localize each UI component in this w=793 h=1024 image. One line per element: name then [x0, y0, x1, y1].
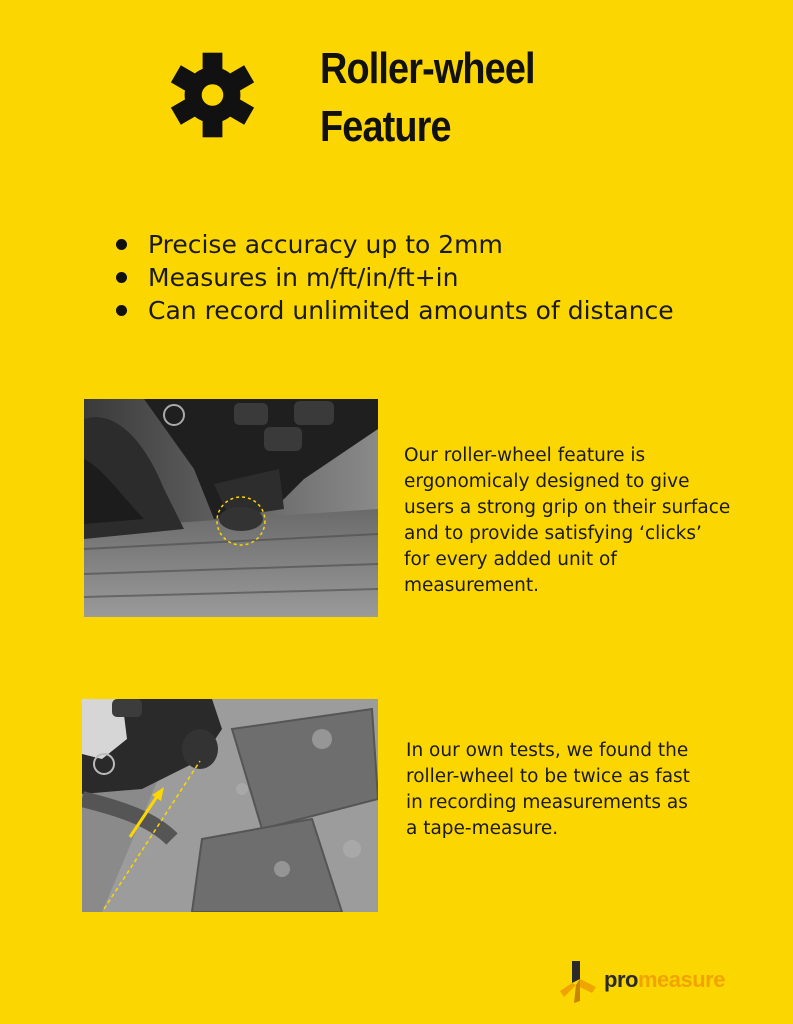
feature-list	[110, 228, 674, 327]
description-line: users a strong grip on their surface	[404, 497, 731, 518]
feature-item: Precise accuracy up to 2mm	[110, 228, 674, 261]
gear-icon	[165, 50, 260, 140]
title-line-2: Feature	[320, 102, 451, 151]
roller-wheel-description	[404, 443, 764, 599]
description-line: In our own tests, we found the	[406, 740, 689, 761]
description-line: and to provide satisfying ‘clicks’	[404, 523, 702, 544]
description-line: ergonomicaly designed to give	[404, 471, 690, 492]
page-title	[320, 40, 535, 156]
description-line: measurement.	[404, 575, 539, 596]
device-roller-wheel-on-wood-photo	[84, 399, 378, 617]
promeasure-logo-mark-icon	[558, 961, 598, 1003]
feature-item: Can record unlimited amounts of distance	[110, 294, 674, 327]
title-line-1: Roller-wheel	[320, 44, 535, 93]
brand-name-suffix: measure	[637, 967, 725, 992]
description-line: Our roller-wheel feature is	[404, 445, 646, 466]
speed-test-description	[406, 738, 736, 842]
description-line: a tape-measure.	[406, 818, 559, 839]
brand-name	[604, 967, 725, 993]
feature-item: Measures in m/ft/in/ft+in	[110, 261, 674, 294]
device-roller-wheel-on-brick-photo	[82, 699, 378, 912]
description-line: for every added unit of	[404, 549, 617, 570]
brand-name-prefix: pro	[604, 967, 638, 992]
description-line: roller-wheel to be twice as fast	[406, 766, 690, 787]
description-line: in recording measurements as	[406, 792, 688, 813]
